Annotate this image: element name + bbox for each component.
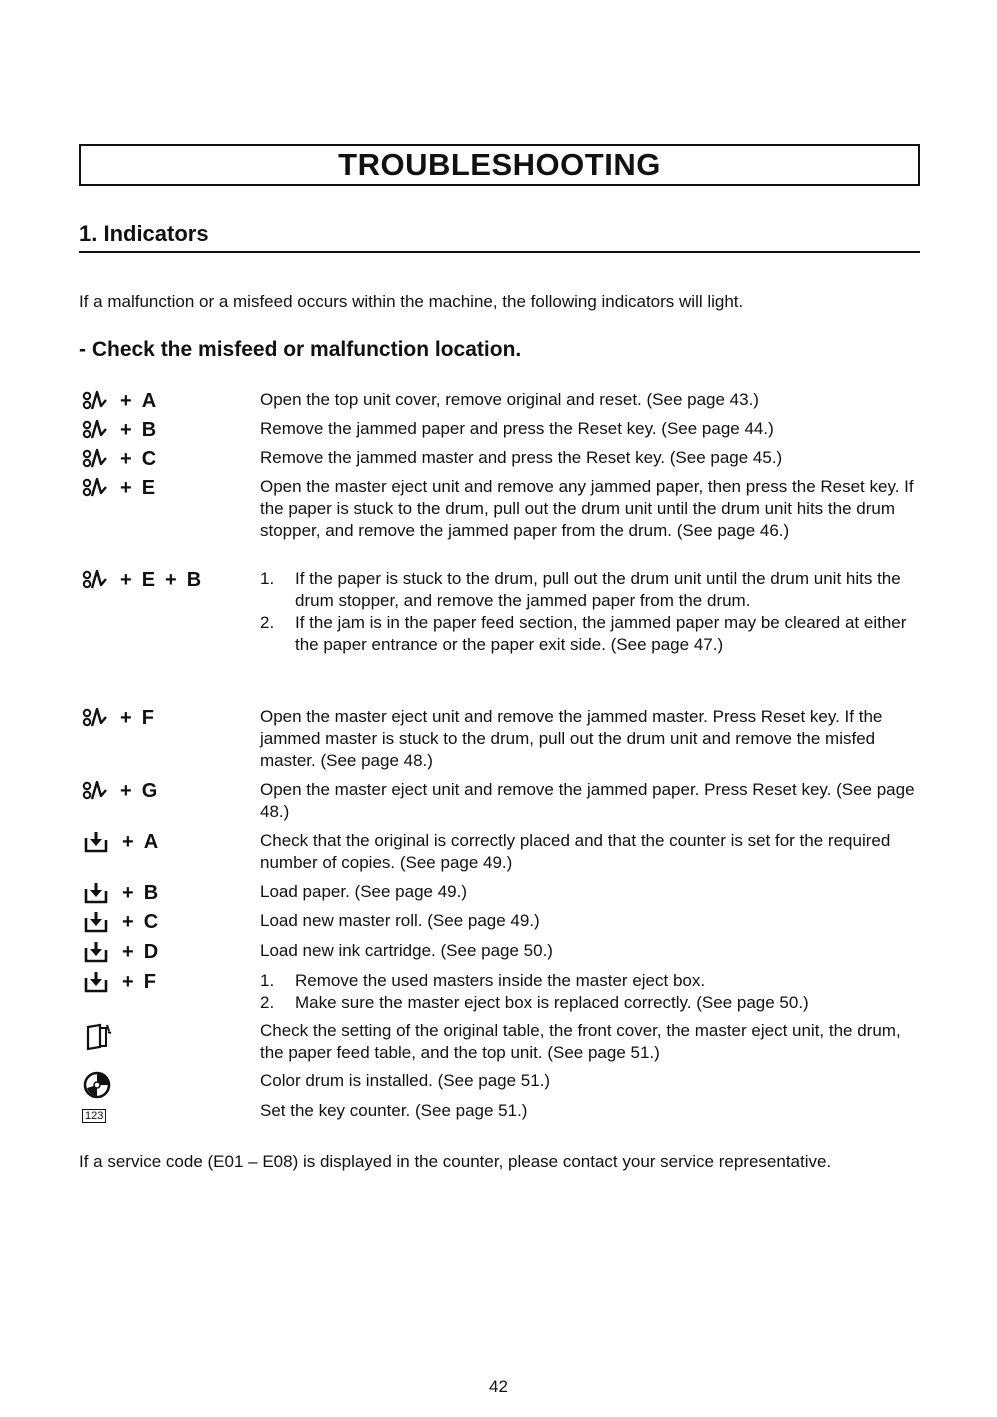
indicator-letter: C — [141, 447, 157, 470]
plus-sign: + — [120, 568, 132, 591]
misfeed-icon-graphic — [82, 418, 108, 442]
indicator-description: Load new ink cartridge. (See page 50.) — [260, 941, 553, 960]
supply-icon-graphic — [82, 830, 110, 854]
indicator-description: Load new master roll. (See page 49.) — [260, 911, 540, 930]
list-item — [260, 568, 920, 612]
misfeed-icon — [82, 779, 108, 803]
plus-sign: + — [120, 447, 132, 470]
indicator-code — [82, 476, 165, 500]
indicator-code — [82, 881, 168, 905]
cover-open-icon — [82, 1022, 114, 1052]
plus-sign: + — [122, 970, 134, 993]
indicator-letter: G — [141, 779, 158, 802]
indicator-description: Check the setting of the original table, the front cover, the master eject unit, the drum, the paper feed table, and the top unit. (See page 51.) — [260, 1021, 901, 1062]
list-item — [260, 612, 920, 656]
plus-sign: + — [122, 910, 134, 933]
indicator-description: Open the top unit cover, remove original and reset. (See page 43.) — [260, 390, 759, 409]
page-title: TROUBLESHOOTING — [338, 147, 661, 182]
key-counter-icon-label: 123 — [82, 1109, 106, 1123]
indicator-letter: A — [143, 830, 159, 853]
misfeed-icon-graphic — [82, 706, 108, 730]
list-item-text: If the jam is in the paper feed section, the jammed paper may be cleared at either the paper entrance or the paper exit side. (See page 47.) — [295, 613, 907, 654]
misfeed-icon — [82, 447, 108, 471]
indicator-letter: B — [186, 568, 202, 591]
supply-icon-graphic — [82, 910, 110, 934]
indicator-code — [82, 418, 166, 442]
indicator-code — [82, 1020, 126, 1044]
indicator-letter: E — [141, 568, 156, 591]
list-item-text: If the paper is stuck to the drum, pull out the drum unit until the drum unit hits the drum stopper, and remove the jammed paper from the drum. — [295, 569, 901, 610]
page-number: 42 — [489, 1377, 508, 1396]
supply-icon-graphic — [82, 881, 110, 905]
color-drum-icon — [82, 1070, 112, 1100]
list-item-number: 1. — [260, 569, 275, 588]
supply-icon-graphic — [82, 940, 110, 964]
supply-icon-graphic — [82, 970, 110, 994]
plus-sign: + — [120, 476, 132, 499]
indicator-letter: F — [141, 706, 154, 729]
plus-sign: + — [122, 940, 134, 963]
indicator-code — [82, 706, 164, 730]
section-heading-block — [79, 221, 920, 253]
section-heading: 1. Indicators — [79, 221, 209, 246]
plus-sign: + — [120, 389, 132, 412]
indicator-description — [260, 970, 920, 1014]
color-drum-icon-graphic — [82, 1070, 112, 1100]
list-item-number: 2. — [260, 993, 275, 1012]
indicator-code — [82, 830, 168, 854]
indicator-letter: B — [143, 881, 159, 904]
supply-icon — [82, 910, 110, 934]
misfeed-icon-graphic — [82, 779, 108, 803]
indicator-description: Remove the jammed paper and press the Reset key. (See page 44.) — [260, 419, 774, 438]
indicator-letter: E — [141, 476, 156, 499]
misfeed-icon — [82, 706, 108, 730]
list-item-text: Make sure the master eject box is replaced correctly. (See page 50.) — [295, 993, 809, 1012]
indicator-description: Check that the original is correctly placed and that the counter is set for the required number of copies. (See page 49.) — [260, 831, 891, 872]
plus-sign: + — [120, 706, 132, 729]
indicator-description: Open the master eject unit and remove the jammed paper. Press Reset key. (See page 48.) — [260, 780, 915, 821]
list-item-number: 1. — [260, 971, 275, 990]
plus-sign: + — [120, 418, 132, 441]
indicator-letter: D — [143, 940, 159, 963]
list-item-number: 2. — [260, 613, 275, 632]
supply-icon — [82, 881, 110, 905]
misfeed-icon-graphic — [82, 568, 108, 592]
indicator-description: Load paper. (See page 49.) — [260, 882, 467, 901]
indicator-code — [82, 910, 168, 934]
indicator-code — [82, 568, 211, 592]
indicator-code — [82, 447, 166, 471]
subheading: - Check the misfeed or malfunction location. — [79, 338, 522, 361]
list-item — [260, 992, 920, 1014]
plus-sign: + — [120, 779, 132, 802]
indicator-code — [82, 389, 166, 413]
indicator-code — [82, 779, 167, 803]
misfeed-icon — [82, 418, 108, 442]
indicator-description: Color drum is installed. (See page 51.) — [260, 1071, 551, 1090]
plus-sign: + — [122, 830, 134, 853]
indicator-letter: C — [143, 910, 159, 933]
footer-note: If a service code (E01 – E08) is displayed in the counter, please contact your service representative. — [79, 1152, 832, 1171]
indicator-description — [260, 568, 920, 656]
misfeed-icon-graphic — [82, 476, 108, 500]
misfeed-icon-graphic — [82, 389, 108, 413]
intro-text: If a malfunction or a misfeed occurs within the machine, the following indicators will light. — [79, 292, 744, 311]
supply-icon — [82, 830, 110, 854]
indicator-code — [82, 940, 168, 964]
indicator-letter: F — [143, 970, 156, 993]
indicator-code — [82, 1070, 124, 1094]
indicator-description: Open the master eject unit and remove the jammed master. Press Reset key. If the jammed master is stuck to the drum, pull out the drum unit and remove the misfed master. (See page 48.) — [260, 707, 883, 770]
list-item — [260, 970, 920, 992]
indicator-description: Set the key counter. (See page 51.) — [260, 1101, 528, 1120]
key-counter-icon — [82, 1101, 106, 1123]
indicator-code — [82, 1100, 118, 1124]
supply-icon — [82, 970, 110, 994]
indicator-description: Remove the jammed master and press the Reset key. (See page 45.) — [260, 448, 783, 467]
plus-sign: + — [165, 568, 177, 591]
indicator-description: Open the master eject unit and remove any jammed paper, then press the Reset key. If the paper is stuck to the drum, pull out the drum unit until the drum unit hits the drum stopper, and remove the jammed paper from the drum. (See page 46.) — [260, 477, 914, 540]
indicator-code — [82, 970, 166, 994]
indicator-letter: A — [141, 389, 157, 412]
misfeed-icon — [82, 476, 108, 500]
indicator-letter: B — [141, 418, 157, 441]
list-item-text: Remove the used masters inside the master eject box. — [295, 971, 706, 990]
misfeed-icon-graphic — [82, 447, 108, 471]
plus-sign: + — [122, 881, 134, 904]
title-box — [79, 144, 920, 186]
supply-icon — [82, 940, 110, 964]
cover-open-icon-graphic — [82, 1022, 114, 1052]
misfeed-icon — [82, 568, 108, 592]
misfeed-icon — [82, 389, 108, 413]
